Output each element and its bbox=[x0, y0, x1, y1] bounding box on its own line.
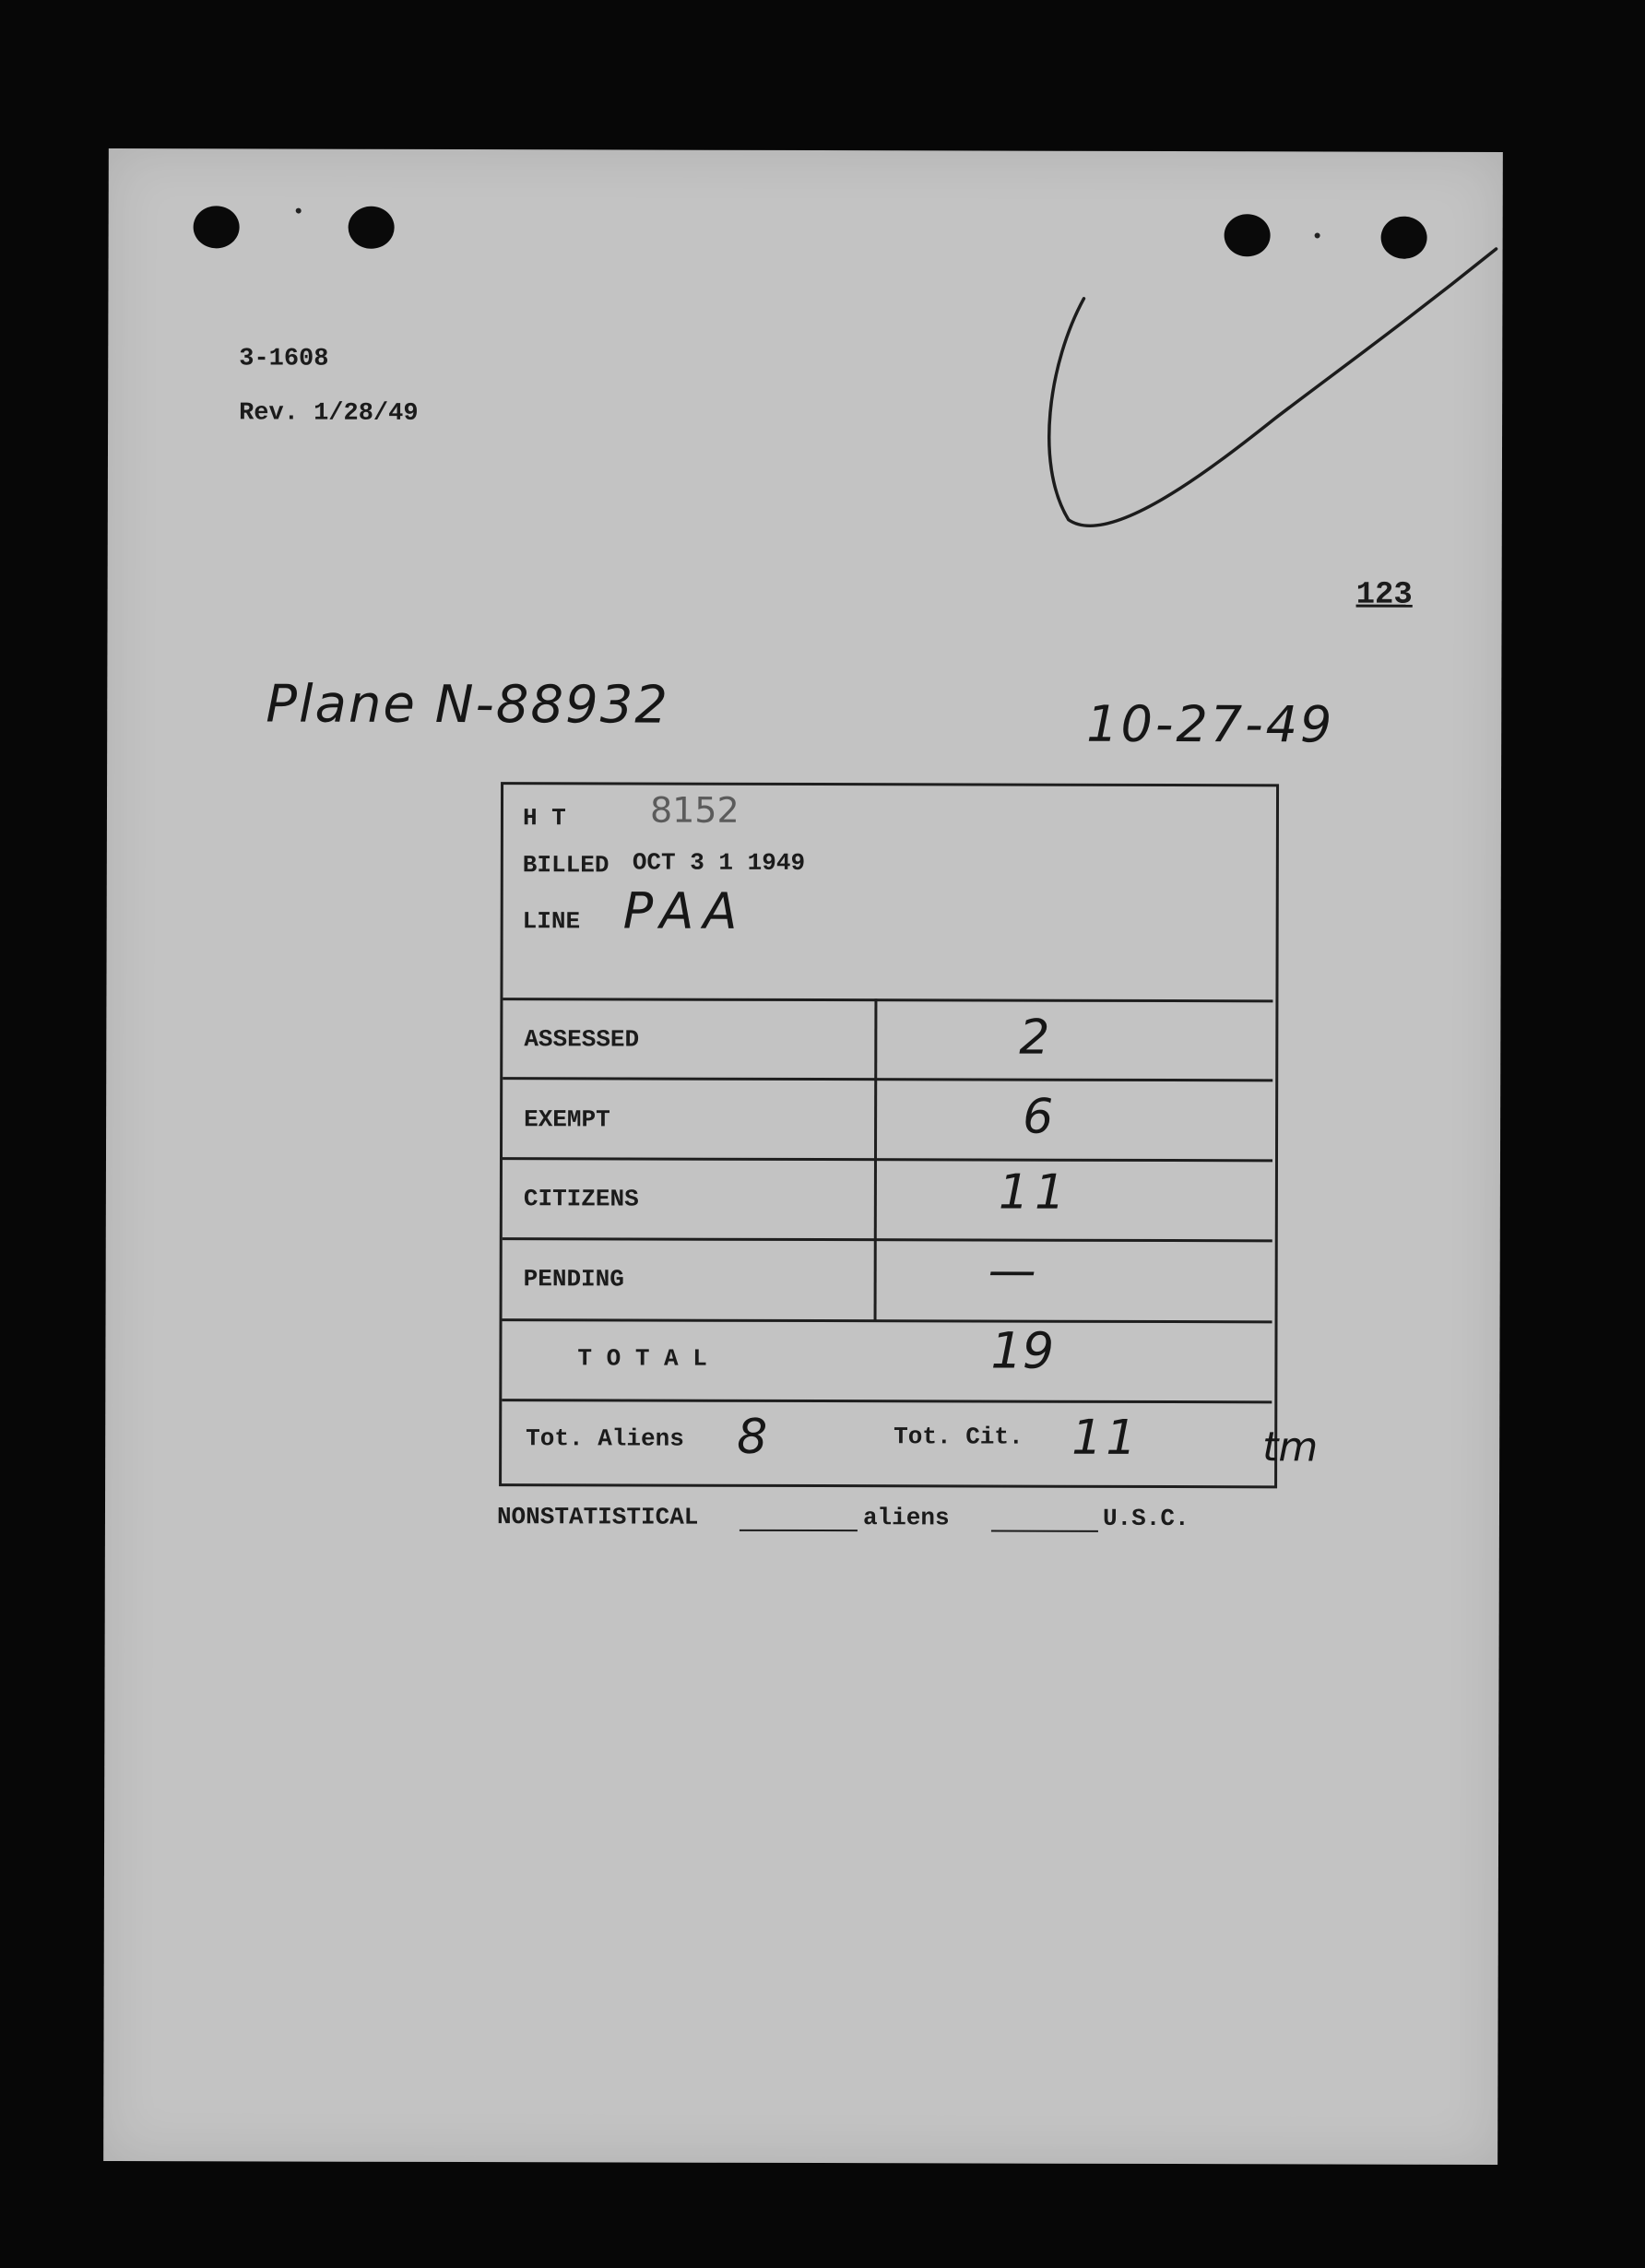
date-handwritten: 10-27-49 bbox=[1086, 694, 1335, 754]
line-value-handwritten: PAA bbox=[622, 881, 747, 940]
row-value-assessed: 2 bbox=[1019, 1010, 1050, 1066]
tot-cit-label: Tot. Cit. bbox=[894, 1423, 1024, 1451]
billed-date-stamp: OCT 3 1 1949 bbox=[632, 848, 806, 878]
ht-label: H T bbox=[522, 804, 566, 833]
total-value: 19 bbox=[990, 1321, 1055, 1380]
page-number: 123 bbox=[1355, 577, 1413, 613]
billed-label: BILLED bbox=[522, 851, 609, 880]
row-label-pending: PENDING bbox=[523, 1265, 624, 1293]
row-value-pending: — bbox=[988, 1243, 1036, 1299]
ht-number: 8152 bbox=[649, 789, 740, 831]
document-page bbox=[103, 148, 1503, 2165]
plane-number-handwritten: Plane N-88932 bbox=[266, 674, 670, 736]
tot-aliens-value: 8 bbox=[737, 1409, 768, 1465]
form-revision: Rev. 1/28/49 bbox=[239, 399, 419, 428]
tot-cit-value: 11 bbox=[1071, 1410, 1141, 1466]
row-value-citizens: 11 bbox=[998, 1164, 1071, 1221]
nonstatistical-label: NONSTATISTICAL bbox=[496, 1503, 699, 1531]
line-label: LINE bbox=[522, 907, 581, 936]
initials-handwritten: tm bbox=[1262, 1423, 1319, 1471]
form-number: 3-1608 bbox=[239, 345, 329, 373]
tot-aliens-label: Tot. Aliens bbox=[526, 1424, 684, 1453]
row-label-citizens: CITIZENS bbox=[523, 1185, 639, 1213]
row-label-exempt: EXEMPT bbox=[524, 1105, 610, 1134]
row-label-assessed: ASSESSED bbox=[524, 1025, 640, 1054]
aliens-label: aliens bbox=[862, 1504, 950, 1532]
form-table bbox=[499, 782, 1279, 1488]
aliens-blank-line bbox=[991, 1530, 1098, 1532]
nonstatistical-blank-line bbox=[740, 1530, 858, 1531]
row-value-exempt: 6 bbox=[1023, 1089, 1054, 1145]
total-label: T O T A L bbox=[577, 1344, 707, 1373]
checkmark-icon bbox=[107, 148, 1503, 705]
usc-label: U.S.C. bbox=[1102, 1504, 1189, 1533]
